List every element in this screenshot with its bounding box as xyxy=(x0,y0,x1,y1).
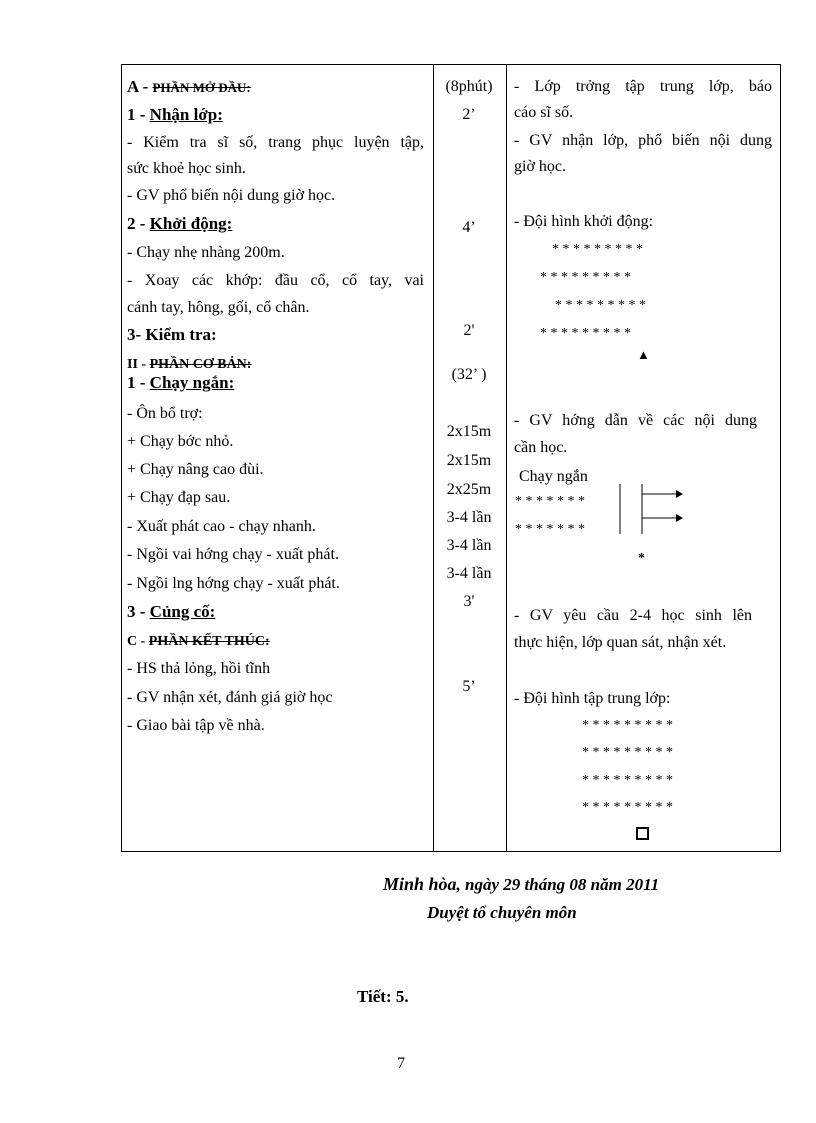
text-line: - Ngồi vai hớng chạy - xuất phát. xyxy=(127,546,339,563)
time-value: 3-4 lần xyxy=(446,537,492,554)
heading-cung-co: 3 - Củng cố: xyxy=(127,602,216,621)
text-line: - GV nhận lớp, phổ biến nội dung xyxy=(514,132,772,149)
warmup-formation-row: * * * * * * * * * xyxy=(540,326,631,341)
teacher-square-icon xyxy=(636,827,649,840)
page-number: 7 xyxy=(397,1055,405,1072)
text-line: - GV hớng dẫn về các nội dung xyxy=(514,412,757,429)
text-line: sức khoẻ học sinh. xyxy=(127,160,246,177)
warmup-formation-row: * * * * * * * * * xyxy=(555,298,646,313)
text-line: - Kiểm tra sĩ số, trang phục luyện tập, xyxy=(127,134,424,151)
text-line: - Giao bài tập về nhà. xyxy=(127,717,265,734)
text-line: - Ngồi lng hớng chạy - xuất phát. xyxy=(127,575,340,592)
time-value: 5’ xyxy=(462,678,476,695)
start-lines-arrows-icon xyxy=(612,482,684,536)
lesson-number: Tiết: 5. xyxy=(357,987,409,1006)
warmup-formation-row: * * * * * * * * * xyxy=(552,242,643,257)
text-line: cáo sĩ số. xyxy=(514,104,574,121)
heading-nhan-lop: 1 - Nhận lớp: xyxy=(127,105,223,124)
teacher-mark: * xyxy=(638,551,645,566)
closing-formation-row: * * * * * * * * * xyxy=(582,800,673,815)
text-line: + Chạy đạp sau. xyxy=(127,489,231,506)
closing-formation-row: * * * * * * * * * xyxy=(582,773,673,788)
running-formation-row: * * * * * * * xyxy=(515,522,585,537)
section-a-heading: A - PHẦN MỞ ĐẦU: xyxy=(127,77,251,96)
text-line: cánh tay, hông, gối, cổ chân. xyxy=(127,299,310,316)
time-value: (8phút) xyxy=(445,78,493,95)
text-line: - Xuất phát cao - chạy nhanh. xyxy=(127,518,316,535)
time-value: 2' xyxy=(463,322,475,339)
time-value: 2x25m xyxy=(446,481,492,498)
text-line: - Xoay các khớp: đầu cổ, cổ tay, vai xyxy=(127,272,424,289)
heading-chay-ngan: 1 - Chạy ngắn: xyxy=(127,373,235,392)
text-line: giờ học. xyxy=(514,158,567,175)
text-line: - GV nhận xét, đánh giá giờ học xyxy=(127,689,333,706)
text-line: - Lớp trởng tập trung lớp, báo xyxy=(514,78,772,95)
text-line: + Chạy nâng cao đùi. xyxy=(127,461,264,478)
time-value: 3' xyxy=(463,593,475,610)
time-value: (32’ ) xyxy=(451,366,487,383)
text-line: thực hiện, lớp quan sát, nhận xét. xyxy=(514,634,727,651)
text-line: - HS thả lỏng, hồi tĩnh xyxy=(127,660,271,677)
running-formation-row: * * * * * * * xyxy=(515,494,585,509)
text-line: - Đội hình khởi động: xyxy=(514,213,654,230)
teacher-triangle-icon: ▲ xyxy=(637,347,650,362)
time-value: 4’ xyxy=(462,219,476,236)
column-divider-2 xyxy=(506,65,507,851)
time-value: 2’ xyxy=(462,106,476,123)
time-value: 3-4 lần xyxy=(446,509,492,526)
time-value: 2x15m xyxy=(446,423,492,440)
text-line: - Ôn bổ trợ: xyxy=(127,405,203,422)
time-value: 3-4 lần xyxy=(446,565,492,582)
time-value: 2x15m xyxy=(446,452,492,469)
text-line: - Đội hình tập trung lớp: xyxy=(514,690,671,707)
warmup-formation-row: * * * * * * * * * xyxy=(540,270,631,285)
text-line: - GV yêu cầu 2-4 học sinh lên xyxy=(514,607,752,624)
heading-kiem-tra: 3- Kiểm tra: xyxy=(127,325,217,344)
text-line: - Chạy nhẹ nhàng 200m. xyxy=(127,244,285,261)
heading-khoi-dong: 2 - Khởi động: xyxy=(127,214,233,233)
text-line: Chạy ngắn xyxy=(519,468,588,485)
text-line: + Chạy bớc nhỏ. xyxy=(127,433,234,450)
closing-formation-row: * * * * * * * * * xyxy=(582,745,673,760)
section-b-heading: II - PHẦN CƠ BẢN: xyxy=(127,357,252,372)
signature-line: Minh hòa, ngày 29 tháng 08 năm 2011 xyxy=(383,874,660,894)
section-c-heading: C - PHẦN KẾT THÚC: xyxy=(127,634,270,649)
text-line: cần học. xyxy=(514,439,568,456)
approval-line: Duyệt tổ chuyên môn xyxy=(427,903,577,922)
text-line: - GV phổ biến nội dung giờ học. xyxy=(127,187,336,204)
closing-formation-row: * * * * * * * * * xyxy=(582,718,673,733)
